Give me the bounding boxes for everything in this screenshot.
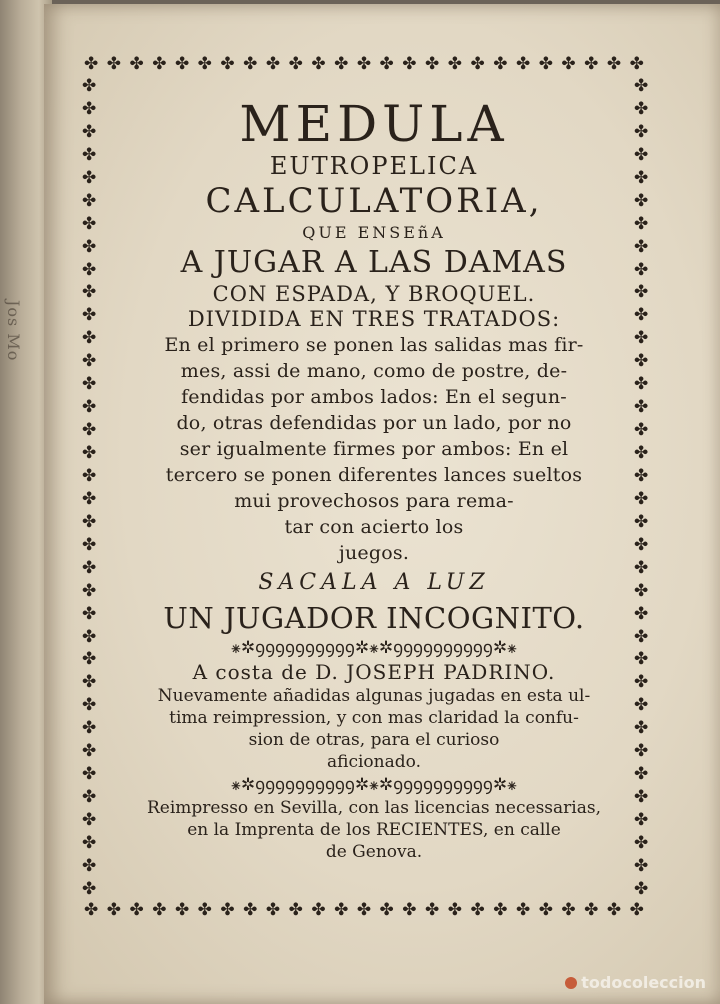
border-ornament-icon: ✤	[82, 351, 97, 372]
border-ornament-icon: ✤	[334, 900, 349, 920]
spine-text: Jos Mo	[4, 300, 23, 362]
border-ornament-icon: ✤	[82, 855, 97, 876]
border-ornament-icon: ✤	[634, 787, 649, 808]
border-ornament-icon: ✤	[634, 511, 649, 532]
border-ornament-icon: ✤	[584, 54, 599, 74]
border-ornament-icon: ✤	[82, 282, 97, 303]
border-ornament-icon: ✤	[84, 54, 99, 74]
border-ornament-icon: ✤	[470, 900, 485, 920]
description-line: ser igualmente firmes por ambos: En el	[179, 438, 569, 460]
border-ornament-icon: ✤	[220, 900, 235, 920]
border-ornament-icon: ✤	[634, 810, 649, 830]
border-ornament-icon: ✤	[634, 374, 649, 395]
border-ornament-icon: ✤	[634, 488, 649, 509]
border-ornament-icon: ✤	[197, 900, 212, 920]
border-ornament-icon: ✤	[82, 236, 97, 257]
border-ornament-icon: ✤	[493, 54, 508, 74]
border-ornament-icon: ✤	[447, 54, 462, 74]
border-ornament-icon: ✤	[243, 900, 258, 920]
border-ornament-icon: ✤	[82, 511, 97, 532]
title-page-content	[104, 92, 644, 863]
border-ornament-icon: ✤	[82, 832, 97, 853]
border-ornament-icon: ✤	[82, 764, 97, 785]
border-ornament-icon: ✤	[82, 718, 97, 739]
border-ornament-icon: ✤	[402, 54, 417, 74]
border-ornament-icon: ✤	[634, 649, 649, 670]
description-line: tercero se ponen diferentes lances sueltos	[165, 464, 583, 486]
border-ornament-icon: ✤	[82, 626, 97, 647]
border-ornament-icon: ✤	[82, 534, 97, 555]
border-ornament-icon: ✤	[634, 672, 649, 693]
border-ornament-icon: ✤	[634, 718, 649, 739]
border-ornament-icon: ✤	[129, 54, 144, 74]
border-ornament-icon: ✤	[561, 54, 576, 74]
border-ornament-icon: ✤	[220, 54, 235, 74]
border-ornament-icon: ✤	[82, 259, 97, 280]
title-line-6: CON ESPADA, Y BROQUEL.	[212, 282, 536, 306]
border-ornament-icon: ✤	[82, 741, 97, 762]
border-ornament-icon: ✤	[584, 900, 599, 920]
border-ornament-icon: ✤	[82, 121, 97, 142]
border-ornament-icon: ✤	[82, 488, 97, 509]
note-line: sion de otras, para el curioso	[248, 730, 500, 750]
border-ornament-icon: ✤	[106, 900, 121, 920]
border-ornament-icon: ✤	[634, 144, 649, 165]
border-ornament-icon: ✤	[152, 900, 167, 920]
border-ornament-icon: ✤	[82, 695, 97, 716]
border-ornament-icon: ✤	[311, 900, 326, 920]
title-page	[44, 4, 720, 1004]
border-ornament-icon: ✤	[243, 54, 258, 74]
border-ornament-icon: ✤	[634, 305, 649, 326]
border-ornament-icon: ✤	[106, 54, 121, 74]
border-ornament-icon: ✤	[265, 900, 281, 920]
description-line: do, otras defendidas por un lado, por no	[176, 412, 572, 434]
border-ornament-icon: ✤	[634, 98, 649, 119]
border-ornament-icon: ✤	[82, 443, 97, 463]
border-ornament-icon: ✤	[634, 557, 649, 578]
border-ornament-icon: ✤	[82, 98, 97, 119]
watermark	[565, 973, 706, 992]
border-ornament-icon: ✤	[174, 54, 190, 74]
border-ornament-icon: ✤	[425, 900, 440, 920]
border-ornament-icon: ✤	[515, 54, 531, 74]
border-ornament-icon: ✤	[82, 397, 97, 418]
border-ornament-icon: ✤	[288, 54, 303, 74]
border-ornament-icon: ✤	[634, 121, 649, 142]
border-left	[82, 78, 96, 898]
border-ornament-icon: ✤	[82, 144, 97, 165]
title-line-4: QUE ENSEñA	[302, 223, 446, 242]
edition-note	[104, 685, 644, 773]
border-bottom	[84, 902, 644, 919]
border-ornament-icon: ✤	[634, 465, 649, 486]
border-top	[84, 56, 644, 73]
border-ornament-icon: ✤	[634, 213, 649, 234]
border-ornament-icon: ✤	[82, 190, 97, 211]
border-ornament-icon: ✤	[356, 900, 372, 920]
border-ornament-icon: ✤	[356, 54, 372, 74]
border-ornament-icon: ✤	[82, 557, 97, 578]
border-ornament-icon: ✤	[82, 810, 97, 830]
border-ornament-icon: ✤	[82, 603, 97, 624]
border-ornament-icon: ✤	[634, 420, 649, 441]
border-ornament-icon: ✤	[82, 213, 97, 234]
description-paragraph	[104, 332, 644, 566]
border-ornament-icon: ✤	[634, 580, 649, 601]
border-ornament-icon: ✤	[311, 54, 326, 74]
border-ornament-icon: ✤	[129, 900, 144, 920]
border-ornament-icon: ✤	[634, 328, 649, 349]
border-ornament-icon: ✤	[288, 900, 303, 920]
border-ornament-icon: ✤	[629, 900, 644, 920]
title-line-3: CALCULATORIA,	[205, 181, 543, 221]
border-ornament-icon: ✤	[634, 695, 649, 716]
border-ornament-icon: ✤	[606, 54, 622, 74]
border-ornament-icon: ✤	[82, 580, 97, 601]
border-ornament-icon: ✤	[634, 167, 649, 188]
border-ornament-icon: ✤	[634, 534, 649, 555]
border-ornament-icon: ✤	[82, 420, 97, 441]
patron-line: A costa de D. JOSEPH PADRINO.	[192, 660, 556, 684]
border-ornament-icon: ✤	[265, 54, 281, 74]
border-ornament-icon: ✤	[634, 282, 649, 303]
border-ornament-icon: ✤	[634, 259, 649, 280]
border-ornament-icon: ✤	[493, 900, 508, 920]
border-ornament-icon: ✤	[82, 305, 97, 326]
description-line: fendidas por ambos lados: En el segun-	[181, 386, 567, 408]
description-line: tar con acierto los	[284, 516, 464, 538]
border-ornament-icon: ✤	[82, 878, 97, 899]
main-title: MEDULA	[239, 95, 509, 153]
border-ornament-icon: ✤	[634, 443, 649, 463]
author-name: UN JUGADOR INCOGNITO.	[163, 601, 585, 635]
border-ornament-icon: ✤	[82, 167, 97, 188]
title-line-5: A JUGAR A LAS DAMAS	[180, 245, 568, 280]
border-ornament-icon: ✤	[634, 397, 649, 418]
border-ornament-icon: ✤	[379, 900, 394, 920]
border-ornament-icon: ✤	[634, 190, 649, 211]
border-ornament-icon: ✤	[634, 764, 649, 785]
border-ornament-icon: ✤	[84, 900, 99, 920]
border-ornament-icon: ✤	[447, 900, 462, 920]
border-ornament-icon: ✤	[82, 672, 97, 693]
description-line: juegos.	[338, 542, 410, 564]
description-line: mui provechosos para rema-	[234, 490, 514, 512]
ornament-divider: ⁕✲ꝯꝯꝯꝯꝯꝯꝯꝯꝯꝯ✲⁕✲ꝯꝯꝯꝯꝯꝯꝯꝯꝯꝯ✲⁕	[231, 775, 517, 795]
border-ornament-icon: ✤	[515, 900, 531, 920]
border-ornament-icon: ✤	[402, 900, 417, 920]
border-ornament-icon: ✤	[470, 54, 485, 74]
border-ornament-icon: ✤	[538, 900, 553, 920]
watermark-logo-icon	[565, 977, 577, 989]
description-line: mes, assi de mano, como de postre, de-	[180, 360, 568, 382]
border-ornament-icon: ✤	[634, 741, 649, 762]
ornament-divider: ⁕✲ꝯꝯꝯꝯꝯꝯꝯꝯꝯꝯ✲⁕✲ꝯꝯꝯꝯꝯꝯꝯꝯꝯꝯ✲⁕	[231, 638, 517, 658]
border-ornament-icon: ✤	[561, 900, 576, 920]
border-ornament-icon: ✤	[629, 54, 644, 74]
border-ornament-icon: ✤	[82, 649, 97, 670]
note-line: tima reimpression, y con mas claridad la confu-	[169, 708, 579, 728]
border-ornament-icon: ✤	[197, 54, 212, 74]
border-ornament-icon: ✤	[634, 626, 649, 647]
border-ornament-icon: ✤	[334, 54, 349, 74]
watermark-text: todocoleccion	[581, 973, 706, 992]
border-ornament-icon: ✤	[634, 832, 649, 853]
border-ornament-icon: ✤	[634, 603, 649, 624]
border-ornament-icon: ✤	[82, 76, 97, 96]
border-ornament-icon: ✤	[82, 374, 97, 395]
imprint-line: de Genova.	[325, 842, 423, 862]
imprint-line: Reimpresso en Sevilla, con las licencias necessarias,	[147, 798, 601, 818]
border-ornament-icon: ✤	[82, 465, 97, 486]
note-line: Nuevamente añadidas algunas jugadas en esta ul-	[157, 686, 591, 706]
border-ornament-icon: ✤	[174, 900, 190, 920]
note-line: aficionado.	[327, 752, 421, 772]
title-line-2: EUTROPELICA	[269, 152, 479, 180]
imprint-line: en la Imprenta de los RECIENTES, en calle	[187, 820, 561, 840]
border-ornament-icon: ✤	[379, 54, 394, 74]
border-ornament-icon: ✤	[634, 878, 649, 899]
border-ornament-icon: ✤	[152, 54, 167, 74]
author-intro: SACALA A LUZ	[258, 570, 490, 595]
border-ornament-icon: ✤	[82, 328, 97, 349]
border-ornament-icon: ✤	[606, 900, 622, 920]
imprint	[104, 797, 644, 863]
border-ornament-icon: ✤	[425, 54, 440, 74]
border-ornament-icon: ✤	[634, 236, 649, 257]
border-ornament-icon: ✤	[538, 54, 553, 74]
border-ornament-icon: ✤	[634, 351, 649, 372]
title-line-7: DIVIDIDA EN TRES TRATADOS:	[187, 307, 561, 331]
description-line: En el primero se ponen las salidas mas fir-	[164, 334, 584, 356]
border-ornament-icon: ✤	[634, 76, 649, 96]
border-ornament-icon: ✤	[82, 787, 97, 808]
border-ornament-icon: ✤	[634, 855, 649, 876]
